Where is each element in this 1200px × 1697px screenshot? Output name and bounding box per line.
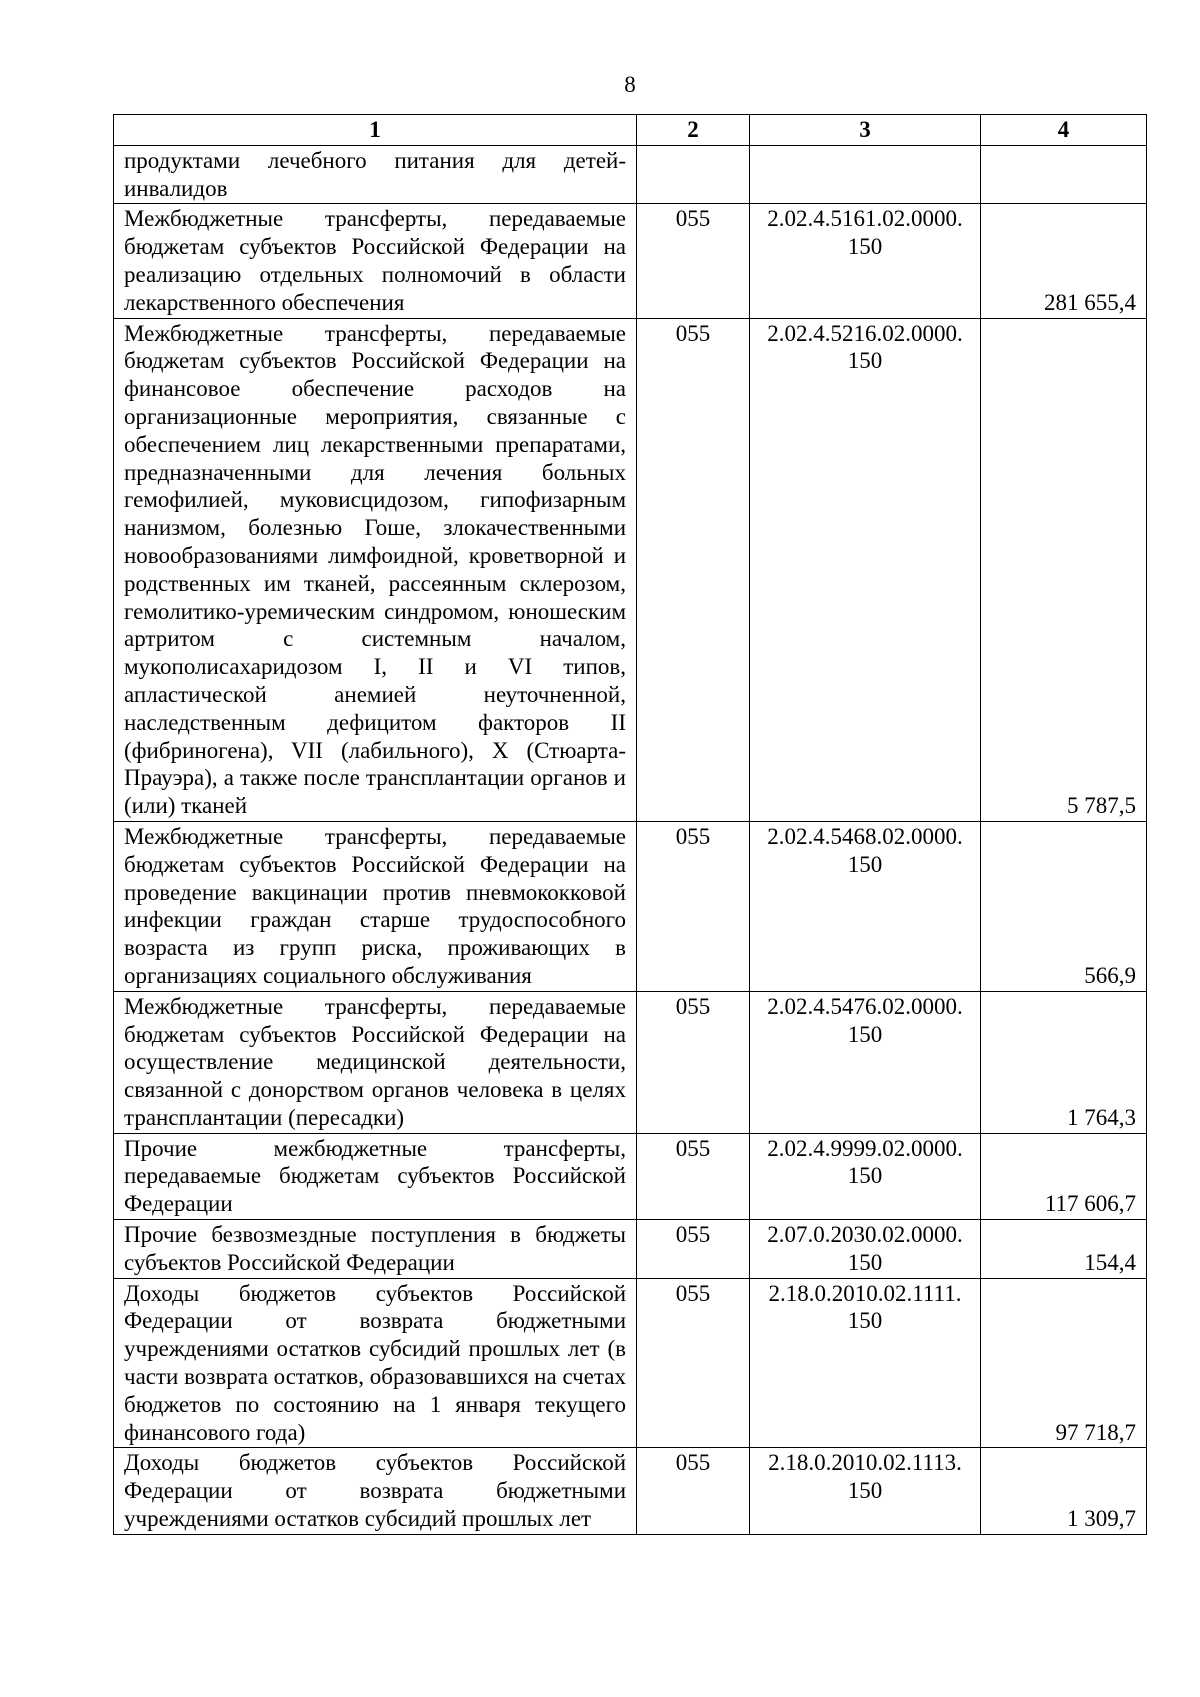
table-row xyxy=(114,1448,1147,1534)
row-description: продуктами лечебного питания для детей-инвалидов xyxy=(114,145,637,204)
table-row xyxy=(114,821,1147,991)
row-admin-code: 055 xyxy=(637,1133,750,1219)
row-amount: 154,4 xyxy=(981,1220,1147,1279)
row-classification-code: 2.02.4.5216.02.0000. 150 xyxy=(750,318,981,821)
row-description: Межбюджетные трансферты, передаваемые бюджетам субъектов Российской Федерации на финансовое обеспечение расходов на организационные мероприятия, связанные с обеспечением лиц лекарственными препаратами, предназначенными для лечения больных гемофилией, муковисцидозом, гипофизарным нанизмом, болезнью Гоше, злокачественными новообразованиями лимфоидной, кроветворной и родственных им тканей, рассеянным склерозом, гемолитико-уремическим синдромом, юношеским артритом с системным началом, мукополисахаридозом I, II и VI типов, апластической анемией неуточненной, наследственным дефицитом факторов II (фибриногена), VII (лабильного), X (Стюарта-Прауэра), а также после трансплантации органов и (или) тканей xyxy=(114,318,637,821)
row-description: Доходы бюджетов субъектов Российской Федерации от возврата бюджетными учреждениями остатков субсидий прошлых лет xyxy=(114,1448,637,1534)
row-description: Межбюджетные трансферты, передаваемые бюджетам субъектов Российской Федерации на проведение вакцинации против пневмококковой инфекции граждан старше трудоспособного возраста из групп риска, проживающих в организациях социального обслуживания xyxy=(114,821,637,991)
row-admin-code: 055 xyxy=(637,991,750,1133)
header-col-1: 1 xyxy=(114,115,637,146)
row-amount: 1 309,7 xyxy=(981,1448,1147,1534)
row-classification-code xyxy=(750,145,981,204)
row-admin-code xyxy=(637,145,750,204)
table-row xyxy=(114,204,1147,318)
row-classification-code: 2.02.4.9999.02.0000. 150 xyxy=(750,1133,981,1219)
row-description: Межбюджетные трансферты, передаваемые бюджетам субъектов Российской Федерации на реализацию отдельных полномочий в области лекарственного обеспечения xyxy=(114,204,637,318)
header-col-2: 2 xyxy=(637,115,750,146)
row-admin-code: 055 xyxy=(637,1220,750,1279)
row-admin-code: 055 xyxy=(637,1448,750,1534)
row-amount: 97 718,7 xyxy=(981,1278,1147,1448)
table-row xyxy=(114,1133,1147,1219)
row-amount: 5 787,5 xyxy=(981,318,1147,821)
table-row xyxy=(114,1278,1147,1448)
row-classification-code: 2.18.0.2010.02.1113. 150 xyxy=(750,1448,981,1534)
table-row xyxy=(114,318,1147,821)
row-classification-code: 2.07.0.2030.02.0000. 150 xyxy=(750,1220,981,1279)
row-description: Прочие межбюджетные трансферты, передаваемые бюджетам субъектов Российской Федерации xyxy=(114,1133,637,1219)
row-amount: 281 655,4 xyxy=(981,204,1147,318)
row-classification-code: 2.02.4.5476.02.0000. 150 xyxy=(750,991,981,1133)
table-row xyxy=(114,991,1147,1133)
table-row xyxy=(114,145,1147,204)
row-admin-code: 055 xyxy=(637,1278,750,1448)
row-classification-code: 2.18.0.2010.02.1111. 150 xyxy=(750,1278,981,1448)
row-description: Межбюджетные трансферты, передаваемые бюджетам субъектов Российской Федерации на осуществление медицинской деятельности, связанной с донорством органов человека в целях трансплантации (пересадки) xyxy=(114,991,637,1133)
header-col-4: 4 xyxy=(981,115,1147,146)
row-classification-code: 2.02.4.5161.02.0000. 150 xyxy=(750,204,981,318)
row-amount: 566,9 xyxy=(981,821,1147,991)
row-classification-code: 2.02.4.5468.02.0000. 150 xyxy=(750,821,981,991)
table-row xyxy=(114,1220,1147,1279)
row-amount: 1 764,3 xyxy=(981,991,1147,1133)
row-description: Прочие безвозмездные поступления в бюджеты субъектов Российской Федерации xyxy=(114,1220,637,1279)
revenue-table xyxy=(113,114,1147,1535)
row-amount: 117 606,7 xyxy=(981,1133,1147,1219)
page-number: 8 xyxy=(624,72,636,97)
row-admin-code: 055 xyxy=(637,821,750,991)
table-header-row xyxy=(114,115,1147,146)
header-col-3: 3 xyxy=(750,115,981,146)
row-amount xyxy=(981,145,1147,204)
row-admin-code: 055 xyxy=(637,204,750,318)
row-description: Доходы бюджетов субъектов Российской Федерации от возврата бюджетными учреждениями остатков субсидий прошлых лет (в части возврата остатков, образовавшихся на счетах бюджетов по состоянию на 1 января текущего финансового года) xyxy=(114,1278,637,1448)
row-admin-code: 055 xyxy=(637,318,750,821)
